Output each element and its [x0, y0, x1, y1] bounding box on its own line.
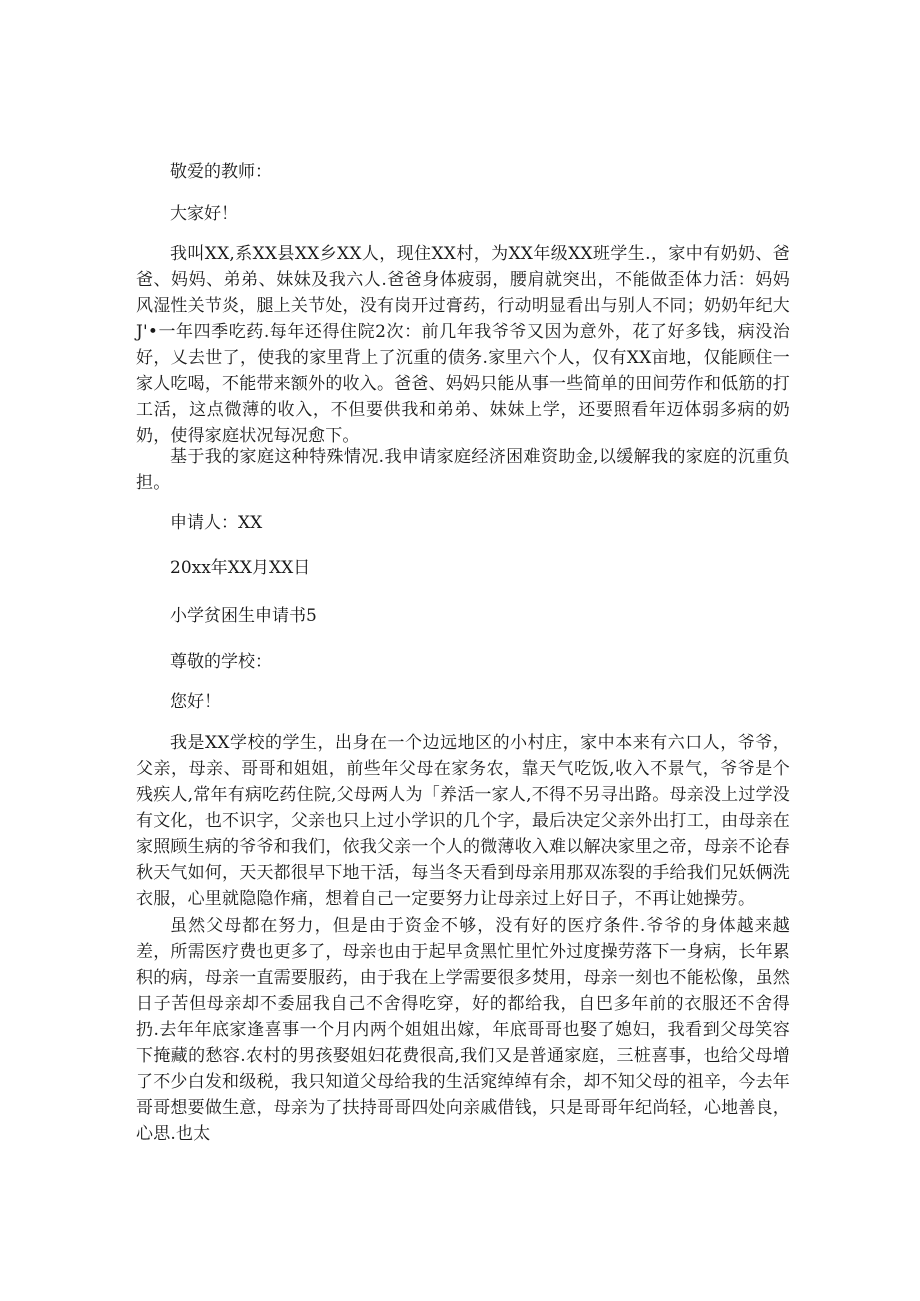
letter1-greeting: 大家好！: [170, 204, 238, 224]
letter2-greeting: 您好！: [170, 692, 221, 712]
letter1-signer: 申请人：XX: [170, 513, 263, 533]
letter1-date: 20xx年XX月XX日: [170, 558, 311, 578]
letter1-body-paragraph-1: 我叫XX,系XX县XX乡XX人，现住XX村，为XX年级XX班学生.，家中有奶奶、爸爸、妈妈、弟弟、妹妹及我六人.爸爸身体疲弱，腰肩就突出，不能做歪体力活：妈妈风湿性关节炎，腿上关节处，没有岗开过膏药，行动明显看出与别人不同；奶奶年纪大J'•一年四季吃药.每年还得住院2次：前几年我爷爷又因为意外，花了好多钱，病没治好，乂去世了，使我的家里背上了沉重的债务.家里六个人，仅有XX亩地，仅能顾住一家人吃喝，不能带来额外的收入。爸爸、妈妈只能从事一些简单的田间劳作和低筋的打工活，这点微薄的收入，不但要供我和弟弟、妹妹上学，还要照看年迈体弱多病的奶奶，使得家庭状况每况愈下。: [136, 244, 790, 446]
letter2-body-paragraph-1: 我是XX学校的学生，出身在一个边远地区的小村庄，家中本来有六口人，爷爷，父亲，母亲、哥哥和姐姐，前些年父母在家务农，靠天气吃饭,收入不景气，爷爷是个残疾人,常年有病吃药住院,父母两人为「养活一家人,不得不另寻出路。母亲没上过学没有文化，也不识字，父亲也只上过小学识的几个字，最后决定父亲外出打工，由母亲在家照顾生病的爷爷和我们，依我父亲一个人的微薄收入难以解决家里之帝，母亲不论春秋天气如何，天天都很早下地干活，每当冬天看到母亲用那双冻裂的手给我们兄妖俩洗衣服，心里就隐隐作痛，想着自己一定要努力让母亲过上好日子，不再让她操劳。: [136, 733, 790, 909]
letter1-salutation: 敬爱的教师：: [170, 162, 272, 182]
letter1-body-paragraph-2: 基于我的家庭这种特殊情况.我申请家庭经济困难资助金,以缓解我的家庭的沉重负担。: [136, 447, 790, 493]
letter2-salutation: 尊敬的学校：: [170, 652, 272, 672]
letter2-title: 小学贫困生申请书5: [170, 606, 317, 626]
letter2-body-paragraph-2: 虽然父母都在努力，但是由于资金不够，没有好的医疗条件.爷爷的身体越来越差，所需医疗费也更多了，母亲也由于起早贪黑忙里忙外过度操劳落下一身病，长年累积的病，母亲一直需要服药，由于我在上学需要很多焚用，母亲一刻也不能松像，虽然日子苦但母亲却不委屈我自己不舍得吃穿，好的都给我，自巴多年前的衣服还不舍得扔.去年年底家逢喜事一个月内两个姐姐出嫁，年底哥哥也娶了媳妇，我看到父母笑容下掩藏的愁容.农村的男孩娶姐妇花费很高,我们又是普通家庭，三桩喜事，也给父母增了不少白发和级税，我只知道父母给我的生活窕绰绰有余，却不知父母的祖辛，今去年哥哥想要做生意，母亲为了扶持哥哥四处向亲戚借钱，只是哥哥年纪尚轻，心地善良，心思.也太: [136, 916, 790, 1144]
